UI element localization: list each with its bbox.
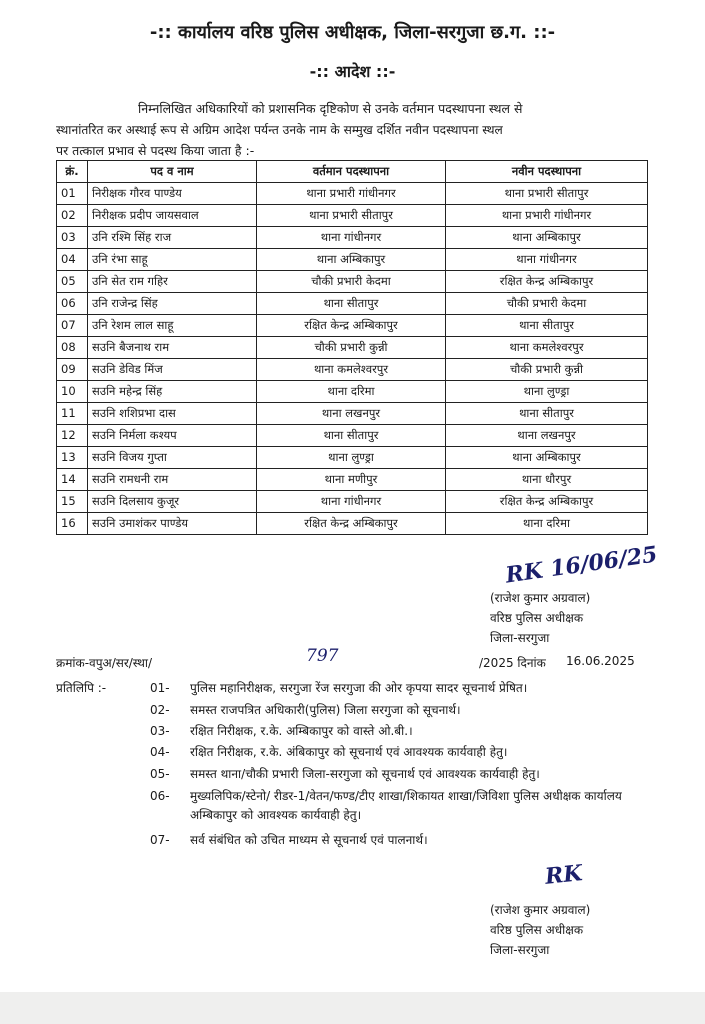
cell-rank-name: सउनि डेविड मिंज [88, 359, 257, 381]
cell-new-posting: थाना गांधीनगर [446, 249, 648, 271]
cell-rank-name: उनि रश्मि सिंह राज [88, 227, 257, 249]
table-row [57, 249, 648, 271]
cell-serial: 05 [57, 271, 88, 293]
cell-current-posting: थाना मणीपुर [257, 469, 446, 491]
order-heading: -:: आदेश ::- [309, 62, 396, 81]
col-header-current-posting: वर्तमान पदस्थापना [257, 161, 446, 183]
cell-new-posting: थाना प्रभारी सीतापुर [446, 183, 648, 205]
signature-block-bottom [490, 900, 590, 960]
cell-serial: 16 [57, 513, 88, 535]
cell-serial: 06 [57, 293, 88, 315]
cell-serial: 14 [57, 469, 88, 491]
table-row [57, 293, 648, 315]
cell-current-posting: थाना सीतापुर [257, 425, 446, 447]
cell-new-posting: थाना कमलेश्वरपुर [446, 337, 648, 359]
cell-serial: 02 [57, 205, 88, 227]
cell-new-posting: थाना प्रभारी गांधीनगर [446, 205, 648, 227]
cell-current-posting: थाना लुण्ड्रा [257, 447, 446, 469]
col-header-name: पद व नाम [88, 161, 257, 183]
cell-rank-name: सउनि उमाशंकर पाण्डेय [88, 513, 257, 535]
col-header-serial: क्रं. [57, 161, 88, 183]
cell-new-posting: रक्षित केन्द्र अम्बिकापुर [446, 271, 648, 293]
cell-serial: 12 [57, 425, 88, 447]
signatory-designation: वरिष्ठ पुलिस अधीक्षक [490, 923, 584, 937]
table-row [57, 271, 648, 293]
cell-current-posting: थाना प्रभारी सीतापुर [257, 205, 446, 227]
cell-serial: 10 [57, 381, 88, 403]
handwritten-signature: RK [543, 860, 584, 890]
intro-line-2: स्थानांतरित कर अस्थाई रूप से अग्रिम आदेश पर्यन्त उनके नाम के सम्मुख दर्शित नवीन पदस्थापना स्थल [56, 123, 503, 137]
reference-suffix: /2025 दिनांक [479, 656, 546, 670]
table-row [57, 491, 648, 513]
cell-serial: 09 [57, 359, 88, 381]
cell-current-posting: चौकी प्रभारी कुन्नी [257, 337, 446, 359]
copy-item-number: 06- [150, 789, 170, 803]
table-row [57, 227, 648, 249]
cell-current-posting: थाना गांधीनगर [257, 491, 446, 513]
copy-item-text: समस्त थाना/चौकी प्रभारी जिला-सरगुजा को सूचनार्थ एवं आवश्यक कार्यवाही हेतु। [190, 767, 540, 781]
cell-new-posting: थाना सीतापुर [446, 315, 648, 337]
copy-item-number: 07- [150, 833, 170, 847]
cell-current-posting: थाना अम्बिकापुर [257, 249, 446, 271]
handwritten-signature: RK 16/06/25 [503, 541, 660, 589]
cell-rank-name: सउनि शशिप्रभा दास [88, 403, 257, 425]
table-row [57, 183, 648, 205]
cell-serial: 04 [57, 249, 88, 271]
signature-block-top [490, 588, 590, 648]
cell-rank-name: सउनि निर्मला कश्यप [88, 425, 257, 447]
background-strip [0, 992, 705, 1024]
cell-current-posting: रक्षित केन्द्र अम्बिकापुर [257, 513, 446, 535]
cell-new-posting: थाना दरिमा [446, 513, 648, 535]
cell-new-posting: चौकी प्रभारी केदमा [446, 293, 648, 315]
cell-rank-name: सउनि महेन्द्र सिंह [88, 381, 257, 403]
cell-rank-name: सउनि बैजनाथ राम [88, 337, 257, 359]
cell-current-posting: थाना सीतापुर [257, 293, 446, 315]
table-row [57, 315, 648, 337]
cell-rank-name: उनि रंभा साहू [88, 249, 257, 271]
copy-item-text: रक्षित निरीक्षक, र.के. अंबिकापुर को सूचनार्थ एवं आवश्यक कार्यवाही हेतु। [190, 745, 508, 759]
cell-serial: 11 [57, 403, 88, 425]
signatory-name: (राजेश कुमार अग्रवाल) [490, 903, 591, 917]
table-row [57, 403, 648, 425]
copy-item-number: 05- [150, 767, 170, 781]
copy-item-text: मुख्यलिपिक/स्टेनो/ रीडर-1/वेतन/फण्ड/टीए शाखा/शिकायत शाखा/जिविशा पुलिस अधीक्षक कार्यालय अम्बिकापुर को आवश्यक कार्यवाही हेतु। [190, 789, 622, 822]
cell-rank-name: उनि सेत राम गहिर [88, 271, 257, 293]
cell-rank-name: उनि रेशम लाल साहू [88, 315, 257, 337]
cell-new-posting: रक्षित केन्द्र अम्बिकापुर [446, 491, 648, 513]
intro-line-1: निम्नलिखित अधिकारियों को प्रशासनिक दृष्टिकोण से उनके वर्तमान पदस्थापना स्थल से [138, 101, 523, 116]
table-header-row [57, 161, 648, 183]
office-title: -:: कार्यालय वरिष्ठ पुलिस अधीक्षक, जिला-सरगुजा छ.ग. ::- [149, 22, 556, 43]
table-row [57, 513, 648, 535]
cell-current-posting: थाना कमलेश्वरपुर [257, 359, 446, 381]
cell-rank-name: सउनि विजय गुप्ता [88, 447, 257, 469]
table-row [57, 447, 648, 469]
copy-item-text: पुलिस महानिरीक्षक, सरगुजा रेंज सरगुजा की ओर कृपया सादर सूचनार्थ प्रेषित। [190, 681, 528, 695]
cell-rank-name: सउनि दिलसाय कुजूर [88, 491, 257, 513]
cell-new-posting: थाना धौरपुर [446, 469, 648, 491]
cell-serial: 13 [57, 447, 88, 469]
cell-serial: 01 [57, 183, 88, 205]
cell-serial: 03 [57, 227, 88, 249]
reference-date: 16.06.2025 [566, 654, 635, 668]
table-row [57, 469, 648, 491]
col-header-new-posting: नवीन पदस्थापना [446, 161, 648, 183]
copy-item-number: 03- [150, 724, 170, 738]
copy-item-text: समस्त राजपत्रित अधिकारी(पुलिस) जिला सरगुजा को सूचनार्थ। [190, 703, 461, 717]
copy-item-text: रक्षित निरीक्षक, र.के. अम्बिकापुर को वास्ते ओ.बी.। [190, 724, 413, 738]
cell-current-posting: थाना लखनपुर [257, 403, 446, 425]
cell-new-posting: थाना सीतापुर [446, 403, 648, 425]
copy-item-number: 01- [150, 681, 170, 695]
copy-item-text: सर्व संबंधित को उचित माध्यम से सूचनार्थ एवं पालनार्थ। [190, 833, 428, 847]
cell-current-posting: रक्षित केन्द्र अम्बिकापुर [257, 315, 446, 337]
copy-label: प्रतिलिपि :- [56, 681, 107, 695]
cell-rank-name: उनि राजेन्द्र सिंह [88, 293, 257, 315]
cell-new-posting: थाना लुण्ड्रा [446, 381, 648, 403]
table-row [57, 337, 648, 359]
table-row [57, 205, 648, 227]
cell-current-posting: थाना दरिमा [257, 381, 446, 403]
signatory-name: (राजेश कुमार अग्रवाल) [490, 591, 591, 605]
cell-new-posting: चौकी प्रभारी कुन्नी [446, 359, 648, 381]
cell-serial: 07 [57, 315, 88, 337]
cell-rank-name: निरीक्षक प्रदीप जायसवाल [88, 205, 257, 227]
cell-new-posting: थाना लखनपुर [446, 425, 648, 447]
cell-new-posting: थाना अम्बिकापुर [446, 227, 648, 249]
reference-prefix: क्रमांक-वपुअ/सर/स्था/ [56, 656, 153, 670]
table-row [57, 381, 648, 403]
cell-current-posting: चौकी प्रभारी केदमा [257, 271, 446, 293]
signatory-district: जिला-सरगुजा [490, 631, 550, 645]
cell-current-posting: थाना गांधीनगर [257, 227, 446, 249]
table-row [57, 359, 648, 381]
intro-line-3: पर तत्काल प्रभाव से पदस्थ किया जाता है :- [56, 143, 255, 158]
signatory-district: जिला-सरगुजा [490, 943, 550, 957]
copy-item-number: 02- [150, 703, 170, 717]
cell-current-posting: थाना प्रभारी गांधीनगर [257, 183, 446, 205]
cell-rank-name: सउनि रामधनी राम [88, 469, 257, 491]
cell-new-posting: थाना अम्बिकापुर [446, 447, 648, 469]
cell-serial: 08 [57, 337, 88, 359]
transfer-table [56, 160, 648, 535]
copy-item-number: 04- [150, 745, 170, 759]
reference-line [56, 646, 648, 674]
reference-number: 797 [306, 646, 339, 666]
signatory-designation: वरिष्ठ पुलिस अधीक्षक [490, 611, 584, 625]
cell-rank-name: निरीक्षक गौरव पाण्डेय [88, 183, 257, 205]
table-row [57, 425, 648, 447]
cell-serial: 15 [57, 491, 88, 513]
